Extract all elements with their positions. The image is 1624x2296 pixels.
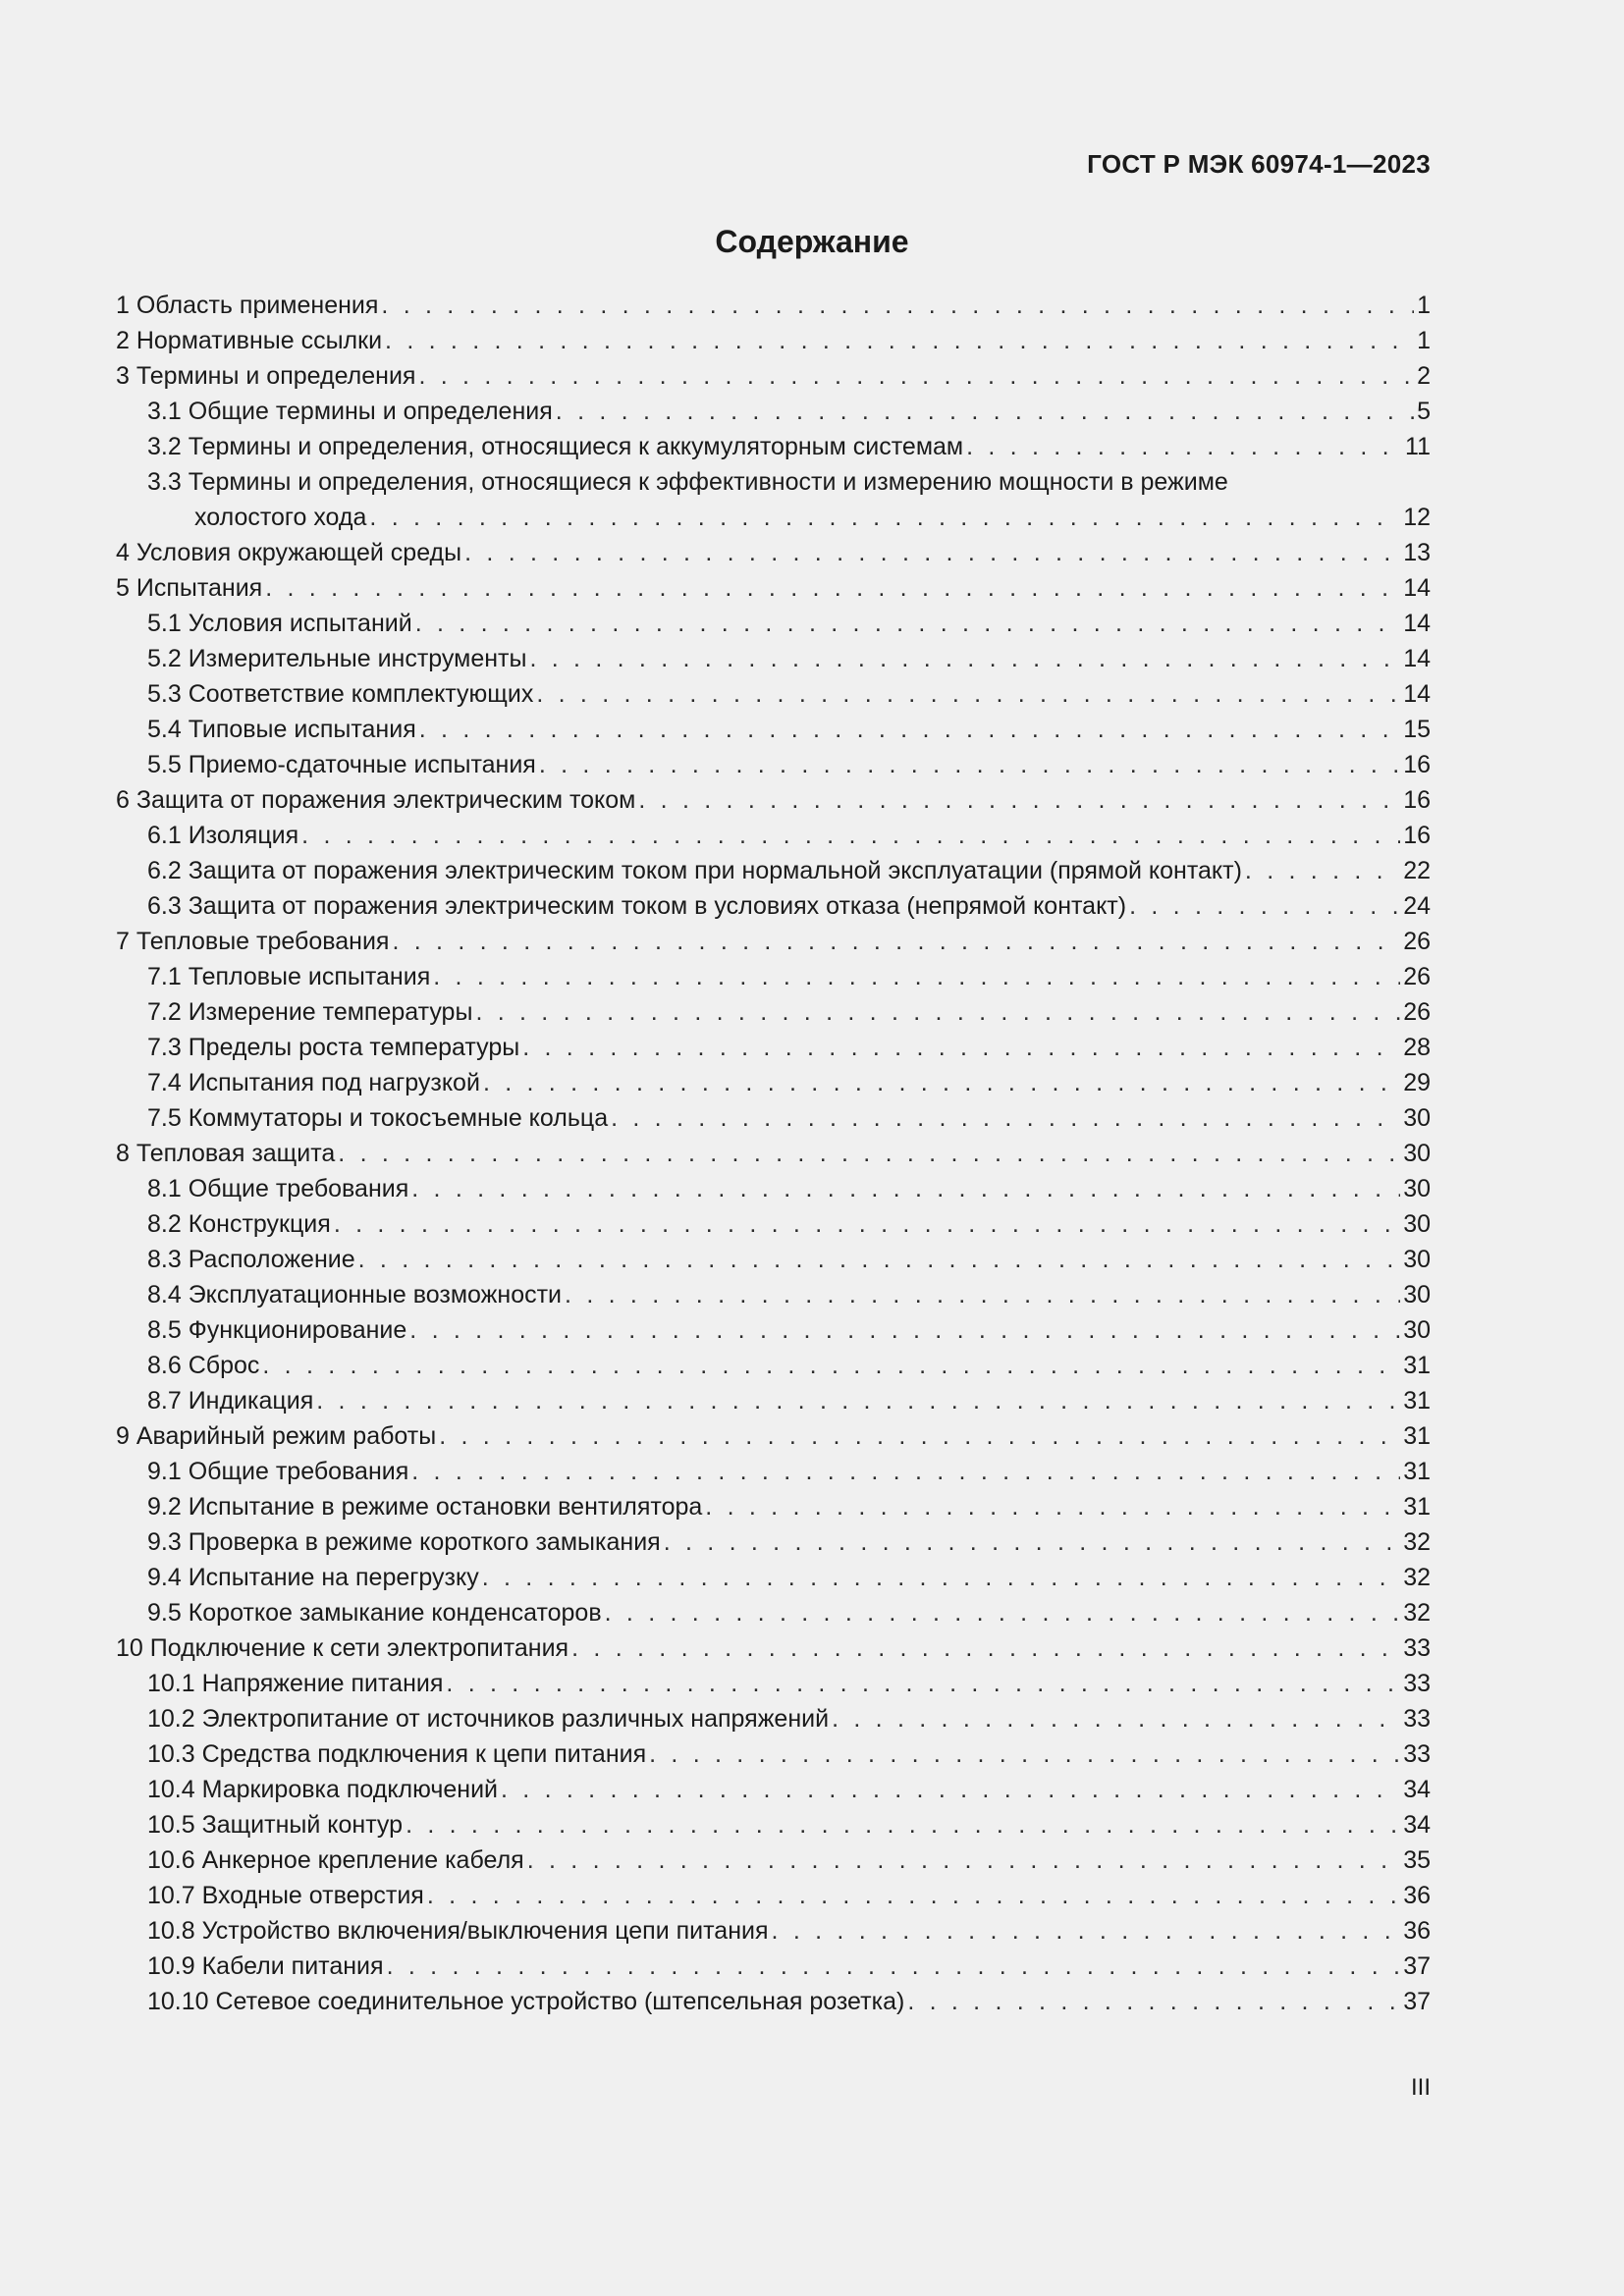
toc-entry-label: 8.5 Функционирование bbox=[147, 1316, 407, 1344]
toc-entry[interactable] bbox=[116, 959, 1431, 994]
toc-entry-page: 31 bbox=[1403, 1422, 1431, 1450]
leader-dots bbox=[556, 394, 1414, 429]
table-of-contents bbox=[116, 288, 1431, 2019]
toc-entry-page: 16 bbox=[1403, 786, 1431, 814]
toc-entry-page: 37 bbox=[1403, 1952, 1431, 1980]
toc-entry[interactable] bbox=[116, 1842, 1431, 1878]
toc-entry[interactable] bbox=[116, 1913, 1431, 1949]
toc-entry-page: 30 bbox=[1403, 1175, 1431, 1202]
leader-dots bbox=[483, 1065, 1400, 1100]
toc-entry-label: 8.4 Эксплуатационные возможности bbox=[147, 1281, 563, 1308]
toc-entry[interactable] bbox=[116, 1171, 1431, 1206]
toc-entry-label: 3.2 Термины и определения, относящиеся к аккумуляторным системам bbox=[147, 433, 964, 460]
leader-dots bbox=[301, 818, 1400, 853]
toc-entry-label: 2 Нормативные ссылки bbox=[116, 327, 383, 354]
leader-dots bbox=[392, 924, 1400, 959]
toc-entry-label: 5.5 Приемо-сдаточные испытания bbox=[147, 751, 536, 778]
toc-entry[interactable] bbox=[116, 1454, 1431, 1489]
leader-dots bbox=[411, 1171, 1400, 1206]
toc-entry-page: 33 bbox=[1403, 1740, 1431, 1768]
leader-dots bbox=[536, 676, 1400, 712]
toc-entry-page: 33 bbox=[1403, 1705, 1431, 1733]
toc-entry-label: 5.2 Измерительные инструменты bbox=[147, 645, 527, 672]
toc-entry-page: 32 bbox=[1403, 1528, 1431, 1556]
toc-entry-page: 14 bbox=[1403, 680, 1431, 708]
toc-entry-page: 35 bbox=[1403, 1846, 1431, 1874]
toc-entry-label: 9.5 Короткое замыкание конденсаторов bbox=[147, 1599, 602, 1627]
toc-entry[interactable] bbox=[116, 1312, 1431, 1348]
toc-entry[interactable] bbox=[116, 1524, 1431, 1560]
toc-entry-page: 1 bbox=[1417, 292, 1431, 319]
toc-entry[interactable] bbox=[116, 994, 1431, 1030]
toc-entry[interactable] bbox=[116, 1242, 1431, 1277]
toc-entry-label: 3 Термины и определения bbox=[116, 362, 416, 390]
toc-entry-page: 31 bbox=[1403, 1493, 1431, 1521]
leader-dots bbox=[832, 1701, 1400, 1736]
toc-entry-page: 31 bbox=[1403, 1352, 1431, 1379]
toc-entry-page: 30 bbox=[1403, 1246, 1431, 1273]
leader-dots bbox=[358, 1242, 1401, 1277]
leader-dots bbox=[464, 535, 1400, 570]
leader-dots bbox=[966, 429, 1402, 464]
leader-dots bbox=[529, 641, 1400, 676]
toc-entry-label: 8.1 Общие требования bbox=[147, 1175, 409, 1202]
toc-entry-page: 14 bbox=[1403, 574, 1431, 602]
leader-dots bbox=[522, 1030, 1400, 1065]
leader-dots bbox=[664, 1524, 1400, 1560]
toc-entry[interactable] bbox=[116, 1277, 1431, 1312]
toc-entry-label: 5.4 Типовые испытания bbox=[147, 716, 416, 743]
leader-dots bbox=[338, 1136, 1400, 1171]
toc-entry-label: 9.2 Испытание в режиме остановки вентилятора bbox=[147, 1493, 703, 1521]
leader-dots bbox=[571, 1630, 1400, 1666]
toc-entry-label: 6.1 Изоляция bbox=[147, 822, 299, 849]
toc-entry-page: 30 bbox=[1403, 1210, 1431, 1238]
leader-dots bbox=[265, 570, 1400, 606]
toc-entry-label: 1 Область применения bbox=[116, 292, 379, 319]
toc-entry[interactable] bbox=[116, 1030, 1431, 1065]
leader-dots bbox=[638, 782, 1400, 818]
leader-dots bbox=[446, 1666, 1400, 1701]
toc-entry-page: 26 bbox=[1403, 998, 1431, 1026]
toc-entry-label: 5.3 Соответствие комплектующих bbox=[147, 680, 534, 708]
toc-entry-label: 10.4 Маркировка подключений bbox=[147, 1776, 498, 1803]
toc-entry-page: 32 bbox=[1403, 1599, 1431, 1627]
toc-entry-page: 31 bbox=[1403, 1458, 1431, 1485]
toc-entry-label: 10.3 Средства подключения к цепи питания bbox=[147, 1740, 647, 1768]
toc-entry[interactable] bbox=[116, 1630, 1431, 1666]
toc-entry-label: 10 Подключение к сети электропитания bbox=[116, 1634, 569, 1662]
toc-entry[interactable] bbox=[116, 1418, 1431, 1454]
toc-entry-label: 9.1 Общие требования bbox=[147, 1458, 409, 1485]
toc-entry[interactable] bbox=[116, 747, 1431, 782]
toc-entry-label: 6 Защита от поражения электрическим током bbox=[116, 786, 636, 814]
toc-entry[interactable] bbox=[116, 1348, 1431, 1383]
toc-entry-page: 22 bbox=[1403, 857, 1431, 884]
leader-dots bbox=[316, 1383, 1400, 1418]
toc-entry-page: 26 bbox=[1403, 963, 1431, 990]
toc-entry[interactable] bbox=[116, 1772, 1431, 1807]
toc-entry-label: 8.7 Индикация bbox=[147, 1387, 314, 1415]
toc-entry-continuation[interactable] bbox=[116, 500, 1431, 535]
toc-entry-label: 10.10 Сетевое соединительное устройство (штепсельная розетка) bbox=[147, 1988, 905, 2015]
toc-entry-page: 33 bbox=[1403, 1670, 1431, 1697]
toc-entry-page: 24 bbox=[1403, 892, 1431, 920]
toc-entry-page: 2 bbox=[1417, 362, 1431, 390]
toc-entry[interactable] bbox=[116, 1984, 1431, 2019]
leader-dots bbox=[1129, 888, 1400, 924]
leader-dots bbox=[427, 1878, 1400, 1913]
leader-dots bbox=[387, 1949, 1401, 1984]
toc-entry[interactable] bbox=[116, 1736, 1431, 1772]
toc-entry-page: 28 bbox=[1403, 1034, 1431, 1061]
leader-dots bbox=[475, 994, 1400, 1030]
toc-entry[interactable] bbox=[116, 818, 1431, 853]
leader-dots bbox=[1245, 853, 1400, 888]
toc-entry-page: 33 bbox=[1403, 1634, 1431, 1662]
toc-entry[interactable] bbox=[116, 888, 1431, 924]
toc-entry-label: 7.5 Коммутаторы и токосъемные кольца bbox=[147, 1104, 609, 1132]
toc-entry[interactable] bbox=[116, 1701, 1431, 1736]
toc-entry[interactable] bbox=[116, 570, 1431, 606]
document-code: ГОСТ Р МЭК 60974-1—2023 bbox=[1087, 149, 1431, 179]
toc-title: Содержание bbox=[715, 224, 909, 259]
toc-entry[interactable] bbox=[116, 429, 1431, 464]
toc-entry-label: 10.6 Анкерное крепление кабеля bbox=[147, 1846, 524, 1874]
toc-entry-label: 10.2 Электропитание от источников различных напряжений bbox=[147, 1705, 830, 1733]
toc-entry-label: 7.1 Тепловые испытания bbox=[147, 963, 431, 990]
toc-entry-label: 8.3 Расположение bbox=[147, 1246, 355, 1273]
toc-entry-page: 30 bbox=[1403, 1104, 1431, 1132]
toc-entry-page: 14 bbox=[1403, 610, 1431, 637]
leader-dots bbox=[262, 1348, 1400, 1383]
toc-entry-page: 16 bbox=[1403, 751, 1431, 778]
toc-entry-label: 7.2 Измерение температуры bbox=[147, 998, 473, 1026]
toc-entry-label: 5 Испытания bbox=[116, 574, 263, 602]
toc-entry-label: холостого хода bbox=[194, 504, 367, 531]
leader-dots bbox=[409, 1312, 1400, 1348]
toc-entry-label: 9 Аварийный режим работы bbox=[116, 1422, 437, 1450]
toc-entry[interactable] bbox=[116, 1560, 1431, 1595]
toc-entry-label: 8 Тепловая защита bbox=[116, 1140, 336, 1167]
leader-dots bbox=[611, 1100, 1400, 1136]
leader-dots bbox=[334, 1206, 1400, 1242]
toc-entry[interactable] bbox=[116, 712, 1431, 747]
leader-dots bbox=[419, 712, 1400, 747]
leader-dots bbox=[539, 747, 1400, 782]
toc-entry[interactable] bbox=[116, 1666, 1431, 1701]
toc-entry-label: 6.3 Защита от поражения электрическим током в условиях отказа (непрямой контакт) bbox=[147, 892, 1127, 920]
toc-entry-page: 34 bbox=[1403, 1811, 1431, 1839]
toc-entry[interactable] bbox=[116, 1878, 1431, 1913]
toc-entry-label: 8.2 Конструкция bbox=[147, 1210, 331, 1238]
toc-entry-page: 36 bbox=[1403, 1917, 1431, 1945]
leader-dots bbox=[482, 1560, 1400, 1595]
toc-entry-page: 26 bbox=[1403, 928, 1431, 955]
leader-dots bbox=[415, 606, 1400, 641]
toc-entry-label: 4 Условия окружающей среды bbox=[116, 539, 462, 566]
toc-entry-page: 36 bbox=[1403, 1882, 1431, 1909]
toc-entry-page: 13 bbox=[1403, 539, 1431, 566]
toc-entry-page: 37 bbox=[1403, 1988, 1431, 2015]
toc-entry-label: 10.9 Кабели питания bbox=[147, 1952, 384, 1980]
toc-entry-page: 16 bbox=[1403, 822, 1431, 849]
toc-entry-page: 11 bbox=[1405, 433, 1431, 460]
toc-entry-page: 29 bbox=[1403, 1069, 1431, 1096]
toc-entry-page: 30 bbox=[1403, 1316, 1431, 1344]
toc-entry[interactable] bbox=[116, 782, 1431, 818]
toc-entry-label: 6.2 Защита от поражения электрическим током при нормальной эксплуатации (прямой контакт) bbox=[147, 857, 1242, 884]
toc-entry-label: 9.3 Проверка в режиме короткого замыкания bbox=[147, 1528, 661, 1556]
leader-dots bbox=[649, 1736, 1400, 1772]
toc-entry[interactable] bbox=[116, 1383, 1431, 1418]
leader-dots bbox=[605, 1595, 1401, 1630]
toc-entry-page: 1 bbox=[1417, 327, 1431, 354]
toc-entry[interactable] bbox=[116, 323, 1431, 358]
toc-entry-label: 7.4 Испытания под нагрузкой bbox=[147, 1069, 480, 1096]
leader-dots bbox=[501, 1772, 1400, 1807]
toc-entry-label: 3.1 Общие термины и определения bbox=[147, 398, 553, 425]
toc-entry[interactable] bbox=[116, 641, 1431, 676]
toc-entry-label: 8.6 Сброс bbox=[147, 1352, 260, 1379]
toc-entry[interactable] bbox=[116, 1206, 1431, 1242]
toc-entry-page: 12 bbox=[1403, 504, 1431, 531]
toc-entry-label: 10.8 Устройство включения/выключения цепи питания bbox=[147, 1917, 769, 1945]
toc-entry[interactable] bbox=[116, 464, 1431, 500]
leader-dots bbox=[433, 959, 1400, 994]
toc-entry[interactable] bbox=[116, 1489, 1431, 1524]
toc-entry-label: 7 Тепловые требования bbox=[116, 928, 390, 955]
leader-dots bbox=[907, 1984, 1400, 2019]
leader-dots bbox=[439, 1418, 1400, 1454]
leader-dots bbox=[406, 1807, 1400, 1842]
toc-entry-label: 10.1 Напряжение питания bbox=[147, 1670, 444, 1697]
toc-entry[interactable] bbox=[116, 924, 1431, 959]
toc-entry[interactable] bbox=[116, 606, 1431, 641]
toc-entry[interactable] bbox=[116, 1807, 1431, 1842]
toc-entry-page: 14 bbox=[1403, 645, 1431, 672]
toc-entry-label: 5.1 Условия испытаний bbox=[147, 610, 412, 637]
leader-dots bbox=[381, 288, 1414, 323]
toc-entry[interactable] bbox=[116, 1949, 1431, 1984]
toc-entry-page: 31 bbox=[1403, 1387, 1431, 1415]
toc-entry-label: 3.3 Термины и определения, относящиеся к эффективности и измерению мощности в режиме bbox=[147, 468, 1228, 496]
leader-dots bbox=[705, 1489, 1400, 1524]
toc-entry-page: 34 bbox=[1403, 1776, 1431, 1803]
leader-dots bbox=[565, 1277, 1400, 1312]
toc-entry[interactable] bbox=[116, 1065, 1431, 1100]
leader-dots bbox=[772, 1913, 1401, 1949]
leader-dots bbox=[385, 323, 1414, 358]
toc-entry[interactable] bbox=[116, 535, 1431, 570]
toc-entry[interactable] bbox=[116, 853, 1431, 888]
toc-entry[interactable] bbox=[116, 358, 1431, 394]
toc-entry[interactable] bbox=[116, 1100, 1431, 1136]
toc-entry[interactable] bbox=[116, 288, 1431, 323]
toc-entry[interactable] bbox=[116, 676, 1431, 712]
toc-entry-label: 7.3 Пределы роста температуры bbox=[147, 1034, 520, 1061]
toc-entry-label: 10.5 Защитный контур bbox=[147, 1811, 404, 1839]
toc-entry-page: 15 bbox=[1403, 716, 1431, 743]
toc-entry-page: 5 bbox=[1417, 398, 1431, 425]
toc-entry-page: 32 bbox=[1403, 1564, 1431, 1591]
leader-dots bbox=[527, 1842, 1400, 1878]
leader-dots bbox=[418, 358, 1414, 394]
toc-entry[interactable] bbox=[116, 1595, 1431, 1630]
toc-entry-label: 9.4 Испытание на перегрузку bbox=[147, 1564, 479, 1591]
toc-entry[interactable] bbox=[116, 394, 1431, 429]
leader-dots bbox=[411, 1454, 1400, 1489]
toc-entry-page: 30 bbox=[1403, 1140, 1431, 1167]
page-number: III bbox=[1410, 2074, 1431, 2101]
toc-entry-label: 10.7 Входные отверстия bbox=[147, 1882, 424, 1909]
toc-entry-page: 30 bbox=[1403, 1281, 1431, 1308]
toc-entry[interactable] bbox=[116, 1136, 1431, 1171]
leader-dots bbox=[369, 500, 1400, 535]
